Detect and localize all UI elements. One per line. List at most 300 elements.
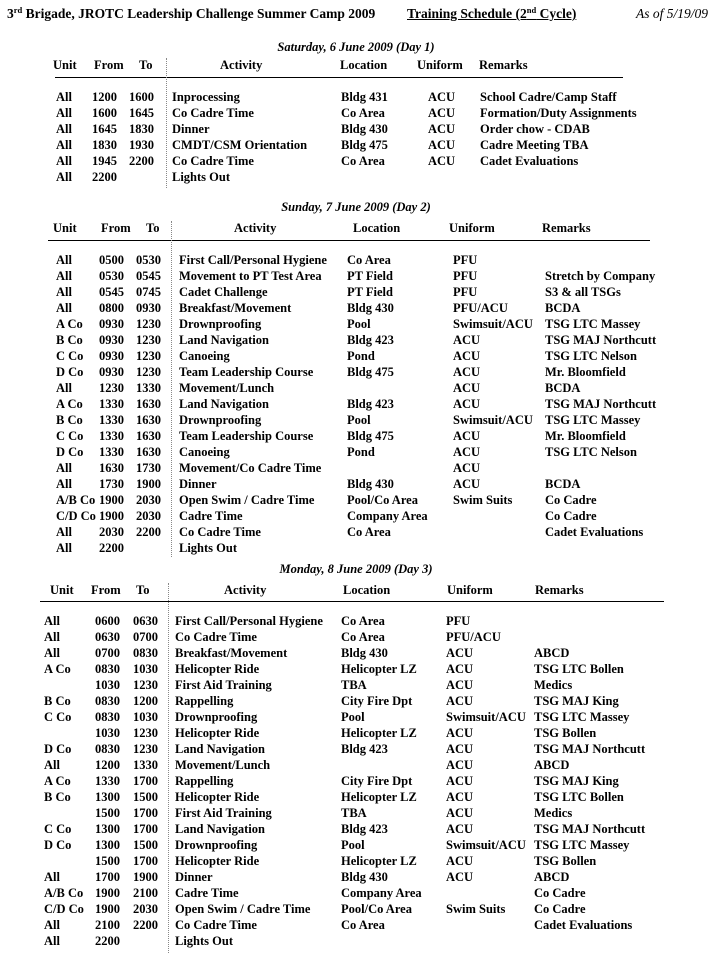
cell-uniform: ACU bbox=[446, 854, 474, 868]
col-unit: Unit bbox=[53, 58, 77, 72]
document-header bbox=[0, 6, 720, 24]
schedule-row bbox=[0, 381, 720, 397]
schedule-row bbox=[0, 170, 720, 186]
cell-uniform: ACU bbox=[428, 106, 456, 120]
cell-location: PT Field bbox=[347, 285, 393, 299]
cell-from: 0500 bbox=[99, 253, 124, 267]
cell-unit: C Co bbox=[44, 822, 72, 836]
cell-location: Pool bbox=[347, 317, 371, 331]
schedule-row bbox=[0, 870, 720, 886]
cell-remarks: TSG LTC Nelson bbox=[545, 349, 637, 363]
cell-to: 1330 bbox=[136, 381, 161, 395]
schedule-row bbox=[0, 790, 720, 806]
col-remarks: Remarks bbox=[542, 221, 591, 235]
cell-to: 2200 bbox=[129, 154, 154, 168]
cell-location: City Fire Dpt bbox=[341, 774, 413, 788]
cell-to: 1230 bbox=[136, 317, 161, 331]
schedule-row bbox=[0, 397, 720, 413]
cell-uniform: PFU/ACU bbox=[446, 630, 501, 644]
cell-to: 1230 bbox=[136, 349, 161, 363]
schedule-row bbox=[0, 710, 720, 726]
day-2-title: Sunday, 7 June 2009 (Day 2) bbox=[281, 200, 431, 214]
cell-to: 1630 bbox=[136, 413, 161, 427]
cell-uniform: ACU bbox=[446, 758, 474, 772]
cell-unit: D Co bbox=[44, 742, 72, 756]
schedule-row bbox=[0, 461, 720, 477]
cell-from: 0830 bbox=[95, 694, 120, 708]
cell-to: 0545 bbox=[136, 269, 161, 283]
schedule-row bbox=[0, 646, 720, 662]
cell-unit: D Co bbox=[44, 838, 72, 852]
cell-activity: Co Cadre Time bbox=[172, 154, 254, 168]
cell-location: Pool/Co Area bbox=[347, 493, 418, 507]
cell-from: 1330 bbox=[99, 413, 124, 427]
cell-location: Company Area bbox=[347, 509, 428, 523]
col-uniform: Uniform bbox=[449, 221, 495, 235]
day-1-header-rule bbox=[55, 77, 623, 78]
schedule-row bbox=[0, 742, 720, 758]
document-title: 3rd Brigade, JROTC Leadership Challenge Summer Camp 2009 bbox=[7, 5, 376, 21]
cell-remarks: TSG MAJ King bbox=[534, 774, 619, 788]
cell-activity: Canoeing bbox=[179, 445, 230, 459]
cell-activity: Inprocessing bbox=[172, 90, 240, 104]
cell-from: 1700 bbox=[95, 870, 120, 884]
cell-remarks: TSG Bollen bbox=[534, 726, 597, 740]
cell-unit: C/D Co bbox=[56, 509, 96, 523]
col-to: To bbox=[136, 583, 150, 597]
cell-activity: Rappelling bbox=[175, 694, 234, 708]
cell-uniform: PFU bbox=[446, 614, 471, 628]
cell-to: 0530 bbox=[136, 253, 161, 267]
cell-unit: All bbox=[44, 934, 60, 948]
schedule-row bbox=[0, 493, 720, 509]
schedule-row bbox=[0, 477, 720, 493]
cell-location: Bldg 423 bbox=[347, 397, 394, 411]
cell-uniform: Swimsuit/ACU bbox=[453, 413, 533, 427]
cell-location: TBA bbox=[341, 806, 367, 820]
cell-unit: All bbox=[44, 630, 60, 644]
schedule-row bbox=[0, 525, 720, 541]
col-unit: Unit bbox=[50, 583, 74, 597]
cell-unit: All bbox=[56, 285, 72, 299]
cell-uniform: ACU bbox=[446, 822, 474, 836]
cell-activity: Helicopter Ride bbox=[175, 854, 260, 868]
day-2-rows bbox=[0, 253, 720, 557]
col-activity: Activity bbox=[234, 221, 277, 235]
col-location: Location bbox=[343, 583, 391, 597]
cell-activity: Co Cadre Time bbox=[175, 918, 257, 932]
cell-location: Bldg 423 bbox=[341, 742, 388, 756]
schedule-row bbox=[0, 726, 720, 742]
cell-activity: Helicopter Ride bbox=[175, 790, 260, 804]
schedule-row bbox=[0, 918, 720, 934]
cell-to: 1230 bbox=[133, 742, 158, 756]
cell-remarks: TSG MAJ Northcutt bbox=[534, 822, 646, 836]
cell-from: 0930 bbox=[99, 317, 124, 331]
cell-activity: Lights Out bbox=[175, 934, 234, 948]
cell-to: 1700 bbox=[133, 822, 158, 836]
cell-from: 1330 bbox=[99, 445, 124, 459]
cell-activity: Land Navigation bbox=[175, 742, 265, 756]
cell-from: 1900 bbox=[95, 886, 120, 900]
cell-uniform: ACU bbox=[428, 90, 456, 104]
cell-uniform: ACU bbox=[453, 461, 481, 475]
cell-from: 1330 bbox=[99, 429, 124, 443]
schedule-row bbox=[0, 301, 720, 317]
cell-unit: All bbox=[56, 138, 72, 152]
cell-location: Bldg 430 bbox=[347, 477, 394, 491]
cell-unit: D Co bbox=[56, 365, 84, 379]
col-unit: Unit bbox=[53, 221, 77, 235]
cell-location: Pond bbox=[347, 445, 375, 459]
cell-from: 1945 bbox=[92, 154, 117, 168]
cell-to: 1830 bbox=[129, 122, 154, 136]
cell-to: 1630 bbox=[136, 445, 161, 459]
cell-remarks: Co Cadre bbox=[534, 886, 586, 900]
schedule-row bbox=[0, 774, 720, 790]
cell-from: 1330 bbox=[95, 774, 120, 788]
cell-remarks: TSG LTC Massey bbox=[534, 838, 630, 852]
col-uniform: Uniform bbox=[447, 583, 493, 597]
schedule-row bbox=[0, 614, 720, 630]
cell-location: Pool bbox=[341, 710, 365, 724]
cell-uniform: ACU bbox=[446, 870, 474, 884]
cell-to: 1900 bbox=[136, 477, 161, 491]
cell-remarks: TSG MAJ Northcutt bbox=[545, 397, 657, 411]
cell-to: 1700 bbox=[133, 806, 158, 820]
cell-to: 1030 bbox=[133, 662, 158, 676]
cell-from: 0930 bbox=[99, 365, 124, 379]
cell-from: 1730 bbox=[99, 477, 124, 491]
cell-remarks: S3 & all TSGs bbox=[545, 285, 621, 299]
cell-remarks: Cadet Evaluations bbox=[534, 918, 633, 932]
cell-unit: All bbox=[56, 381, 72, 395]
cell-uniform: ACU bbox=[453, 397, 481, 411]
cell-location: Helicopter LZ bbox=[341, 854, 417, 868]
cell-unit: A Co bbox=[44, 662, 71, 676]
cell-unit: All bbox=[56, 477, 72, 491]
cell-activity: First Call/Personal Hygiene bbox=[179, 253, 327, 267]
cell-from: 2100 bbox=[95, 918, 120, 932]
cell-from: 1830 bbox=[92, 138, 117, 152]
col-uniform: Uniform bbox=[417, 58, 463, 72]
cell-uniform: ACU bbox=[428, 154, 456, 168]
cell-from: 0530 bbox=[99, 269, 124, 283]
cell-uniform: ACU bbox=[428, 138, 456, 152]
cell-from: 2200 bbox=[99, 541, 124, 555]
cell-from: 1230 bbox=[99, 381, 124, 395]
cell-activity: Movement to PT Test Area bbox=[179, 269, 322, 283]
cell-activity: Cadre Time bbox=[179, 509, 243, 523]
cell-activity: First Aid Training bbox=[175, 806, 272, 820]
cell-remarks: Cadre Meeting TBA bbox=[480, 138, 589, 152]
cell-to: 1730 bbox=[136, 461, 161, 475]
cell-remarks: ABCD bbox=[534, 646, 570, 660]
schedule-row bbox=[0, 429, 720, 445]
cell-activity: Land Navigation bbox=[175, 822, 265, 836]
col-location: Location bbox=[353, 221, 401, 235]
cell-to: 1200 bbox=[133, 694, 158, 708]
schedule-row bbox=[0, 90, 720, 106]
schedule-row bbox=[0, 694, 720, 710]
cell-remarks: TSG MAJ Northcutt bbox=[545, 333, 657, 347]
schedule-row bbox=[0, 678, 720, 694]
cell-from: 1030 bbox=[95, 726, 120, 740]
cell-uniform: ACU bbox=[453, 381, 481, 395]
cell-to: 1500 bbox=[133, 790, 158, 804]
schedule-row bbox=[0, 349, 720, 365]
schedule-title: Training Schedule (2nd Cycle) bbox=[407, 5, 577, 21]
cell-uniform: ACU bbox=[446, 726, 474, 740]
cell-location: TBA bbox=[341, 678, 367, 692]
schedule-row bbox=[0, 509, 720, 525]
cell-uniform: Swim Suits bbox=[453, 493, 513, 507]
cell-to: 0630 bbox=[133, 614, 158, 628]
cell-unit: B Co bbox=[56, 413, 83, 427]
day-1-title: Saturday, 6 June 2009 (Day 1) bbox=[277, 40, 435, 54]
cell-remarks: Formation/Duty Assignments bbox=[480, 106, 637, 120]
schedule-row bbox=[0, 333, 720, 349]
cell-remarks: TSG LTC Bollen bbox=[534, 662, 624, 676]
cell-to: 0930 bbox=[136, 301, 161, 315]
cell-activity: Team Leadership Course bbox=[179, 365, 314, 379]
cell-to: 1930 bbox=[129, 138, 154, 152]
col-to: To bbox=[146, 221, 160, 235]
day-3-title: Monday, 8 June 2009 (Day 3) bbox=[279, 562, 433, 576]
cell-uniform: ACU bbox=[446, 774, 474, 788]
cell-to: 2030 bbox=[136, 509, 161, 523]
cell-location: Bldg 423 bbox=[347, 333, 394, 347]
cell-unit: All bbox=[44, 758, 60, 772]
cell-unit: A/B Co bbox=[56, 493, 96, 507]
cell-from: 0830 bbox=[95, 742, 120, 756]
cell-unit: B Co bbox=[44, 694, 71, 708]
cell-remarks: ABCD bbox=[534, 758, 570, 772]
cell-location: Pond bbox=[347, 349, 375, 363]
cell-from: 0830 bbox=[95, 662, 120, 676]
cell-unit: All bbox=[56, 541, 72, 555]
schedule-row bbox=[0, 365, 720, 381]
schedule-row bbox=[0, 822, 720, 838]
cell-remarks: Cadet Evaluations bbox=[480, 154, 579, 168]
cell-activity: Cadre Time bbox=[175, 886, 239, 900]
cell-location: Co Area bbox=[341, 154, 385, 168]
cell-from: 1330 bbox=[99, 397, 124, 411]
cell-activity: Co Cadre Time bbox=[172, 106, 254, 120]
cell-to: 1900 bbox=[133, 870, 158, 884]
cell-from: 2200 bbox=[92, 170, 117, 184]
cell-unit: All bbox=[44, 918, 60, 932]
cell-location: Bldg 423 bbox=[341, 822, 388, 836]
cell-uniform: ACU bbox=[446, 790, 474, 804]
cell-activity: Dinner bbox=[175, 870, 213, 884]
cell-remarks: Cadet Evaluations bbox=[545, 525, 644, 539]
schedule-row bbox=[0, 253, 720, 269]
cell-uniform: ACU bbox=[446, 662, 474, 676]
cell-to: 2200 bbox=[136, 525, 161, 539]
schedule-row bbox=[0, 445, 720, 461]
cell-location: Co Area bbox=[347, 525, 391, 539]
cell-location: Co Area bbox=[341, 918, 385, 932]
cell-activity: Open Swim / Cadre Time bbox=[175, 902, 311, 916]
cell-activity: Lights Out bbox=[179, 541, 238, 555]
cell-location: Pool bbox=[347, 413, 371, 427]
schedule-row bbox=[0, 269, 720, 285]
cell-remarks: School Cadre/Camp Staff bbox=[480, 90, 617, 104]
cell-uniform: ACU bbox=[446, 694, 474, 708]
col-from: From bbox=[101, 221, 131, 235]
cell-unit: All bbox=[56, 269, 72, 283]
cell-location: Co Area bbox=[347, 253, 391, 267]
cell-uniform: Swimsuit/ACU bbox=[453, 317, 533, 331]
cell-to: 1030 bbox=[133, 710, 158, 724]
cell-uniform: ACU bbox=[453, 349, 481, 363]
cell-unit: All bbox=[56, 170, 72, 184]
cell-unit: All bbox=[56, 461, 72, 475]
cell-unit: B Co bbox=[56, 333, 83, 347]
cell-unit: C/D Co bbox=[44, 902, 84, 916]
cell-activity: Open Swim / Cadre Time bbox=[179, 493, 315, 507]
cell-activity: Lights Out bbox=[172, 170, 231, 184]
cell-activity: Movement/Lunch bbox=[175, 758, 271, 772]
cell-from: 1300 bbox=[95, 790, 120, 804]
schedule-row bbox=[0, 886, 720, 902]
cell-remarks: BCDA bbox=[545, 381, 581, 395]
cell-unit: All bbox=[56, 90, 72, 104]
schedule-row bbox=[0, 806, 720, 822]
cell-from: 1500 bbox=[95, 806, 120, 820]
cell-location: Co Area bbox=[341, 630, 385, 644]
cell-from: 1900 bbox=[95, 902, 120, 916]
cell-location: Pool bbox=[341, 838, 365, 852]
cell-activity: CMDT/CSM Orientation bbox=[172, 138, 308, 152]
cell-unit: All bbox=[56, 106, 72, 120]
cell-to: 1230 bbox=[136, 333, 161, 347]
cell-from: 0930 bbox=[99, 333, 124, 347]
cell-from: 2200 bbox=[95, 934, 120, 948]
cell-uniform: Swimsuit/ACU bbox=[446, 838, 526, 852]
cell-unit: B Co bbox=[44, 790, 71, 804]
schedule-row bbox=[0, 154, 720, 170]
cell-unit: D Co bbox=[56, 445, 84, 459]
cell-unit: A Co bbox=[56, 397, 83, 411]
cell-uniform: ACU bbox=[453, 333, 481, 347]
cell-uniform: Swim Suits bbox=[446, 902, 506, 916]
cell-from: 2030 bbox=[99, 525, 124, 539]
cell-activity: Drownproofing bbox=[179, 413, 262, 427]
cell-activity: Dinner bbox=[172, 122, 210, 136]
cell-from: 1300 bbox=[95, 822, 120, 836]
schedule-row bbox=[0, 285, 720, 301]
cell-unit: A/B Co bbox=[44, 886, 84, 900]
cell-uniform: ACU bbox=[453, 365, 481, 379]
cell-remarks: Medics bbox=[534, 678, 573, 692]
cell-remarks: TSG LTC Nelson bbox=[545, 445, 637, 459]
cell-from: 1630 bbox=[99, 461, 124, 475]
cell-remarks: TSG MAJ Northcutt bbox=[534, 742, 646, 756]
day-1-rows bbox=[0, 90, 720, 186]
cell-activity: Drownproofing bbox=[175, 710, 258, 724]
col-from: From bbox=[94, 58, 124, 72]
cell-to: 1230 bbox=[133, 726, 158, 740]
cell-remarks: Medics bbox=[534, 806, 573, 820]
cell-remarks: TSG LTC Massey bbox=[534, 710, 630, 724]
cell-remarks: Co Cadre bbox=[545, 493, 597, 507]
cell-activity: Land Navigation bbox=[179, 333, 269, 347]
col-remarks: Remarks bbox=[535, 583, 584, 597]
cell-remarks: TSG LTC Bollen bbox=[534, 790, 624, 804]
day-3-header-rule bbox=[40, 601, 664, 602]
cell-unit: All bbox=[56, 525, 72, 539]
cell-remarks: Mr. Bloomfield bbox=[545, 429, 626, 443]
cell-location: Bldg 431 bbox=[341, 90, 388, 104]
cell-uniform: ACU bbox=[446, 646, 474, 660]
cell-from: 0600 bbox=[95, 614, 120, 628]
cell-location: Bldg 475 bbox=[347, 429, 394, 443]
cell-uniform: PFU/ACU bbox=[453, 301, 508, 315]
cell-location: Bldg 430 bbox=[341, 870, 388, 884]
day-1-column-header bbox=[0, 58, 720, 74]
cell-location: PT Field bbox=[347, 269, 393, 283]
cell-uniform: ACU bbox=[453, 429, 481, 443]
cell-location: Helicopter LZ bbox=[341, 790, 417, 804]
col-activity: Activity bbox=[220, 58, 263, 72]
cell-unit: All bbox=[56, 253, 72, 267]
cell-remarks: Stretch by Company bbox=[545, 269, 656, 283]
cell-unit: C Co bbox=[44, 710, 72, 724]
cell-unit: All bbox=[44, 870, 60, 884]
cell-from: 1645 bbox=[92, 122, 117, 136]
cell-location: Bldg 430 bbox=[341, 122, 388, 136]
cell-from: 1900 bbox=[99, 509, 124, 523]
cell-location: Co Area bbox=[341, 106, 385, 120]
cell-remarks: ABCD bbox=[534, 870, 570, 884]
cell-activity: Drownproofing bbox=[179, 317, 262, 331]
col-location: Location bbox=[340, 58, 388, 72]
cell-unit: A Co bbox=[56, 317, 83, 331]
cell-remarks: TSG Bollen bbox=[534, 854, 597, 868]
schedule-row bbox=[0, 630, 720, 646]
cell-from: 0830 bbox=[95, 710, 120, 724]
cell-uniform: PFU bbox=[453, 269, 478, 283]
cell-unit: C Co bbox=[56, 429, 84, 443]
day-2-header-rule bbox=[48, 240, 650, 241]
cell-remarks: TSG LTC Massey bbox=[545, 317, 641, 331]
cell-location: Helicopter LZ bbox=[341, 726, 417, 740]
cell-from: 1200 bbox=[92, 90, 117, 104]
cell-activity: Movement/Lunch bbox=[179, 381, 275, 395]
day-2-column-header bbox=[0, 221, 720, 237]
schedule-row bbox=[0, 758, 720, 774]
cell-activity: First Call/Personal Hygiene bbox=[175, 614, 323, 628]
cell-to: 1230 bbox=[136, 365, 161, 379]
cell-location: Bldg 475 bbox=[347, 365, 394, 379]
cell-location: Co Area bbox=[341, 614, 385, 628]
cell-to: 2100 bbox=[133, 886, 158, 900]
cell-activity: First Aid Training bbox=[175, 678, 272, 692]
cell-to: 2200 bbox=[133, 918, 158, 932]
cell-to: 1230 bbox=[133, 678, 158, 692]
schedule-row bbox=[0, 854, 720, 870]
cell-to: 1645 bbox=[129, 106, 154, 120]
cell-remarks: Mr. Bloomfield bbox=[545, 365, 626, 379]
cell-activity: Rappelling bbox=[175, 774, 234, 788]
cell-location: Company Area bbox=[341, 886, 422, 900]
cell-uniform: PFU bbox=[453, 253, 478, 267]
cell-activity: Movement/Co Cadre Time bbox=[179, 461, 322, 475]
cell-from: 1300 bbox=[95, 838, 120, 852]
cell-from: 0800 bbox=[99, 301, 124, 315]
